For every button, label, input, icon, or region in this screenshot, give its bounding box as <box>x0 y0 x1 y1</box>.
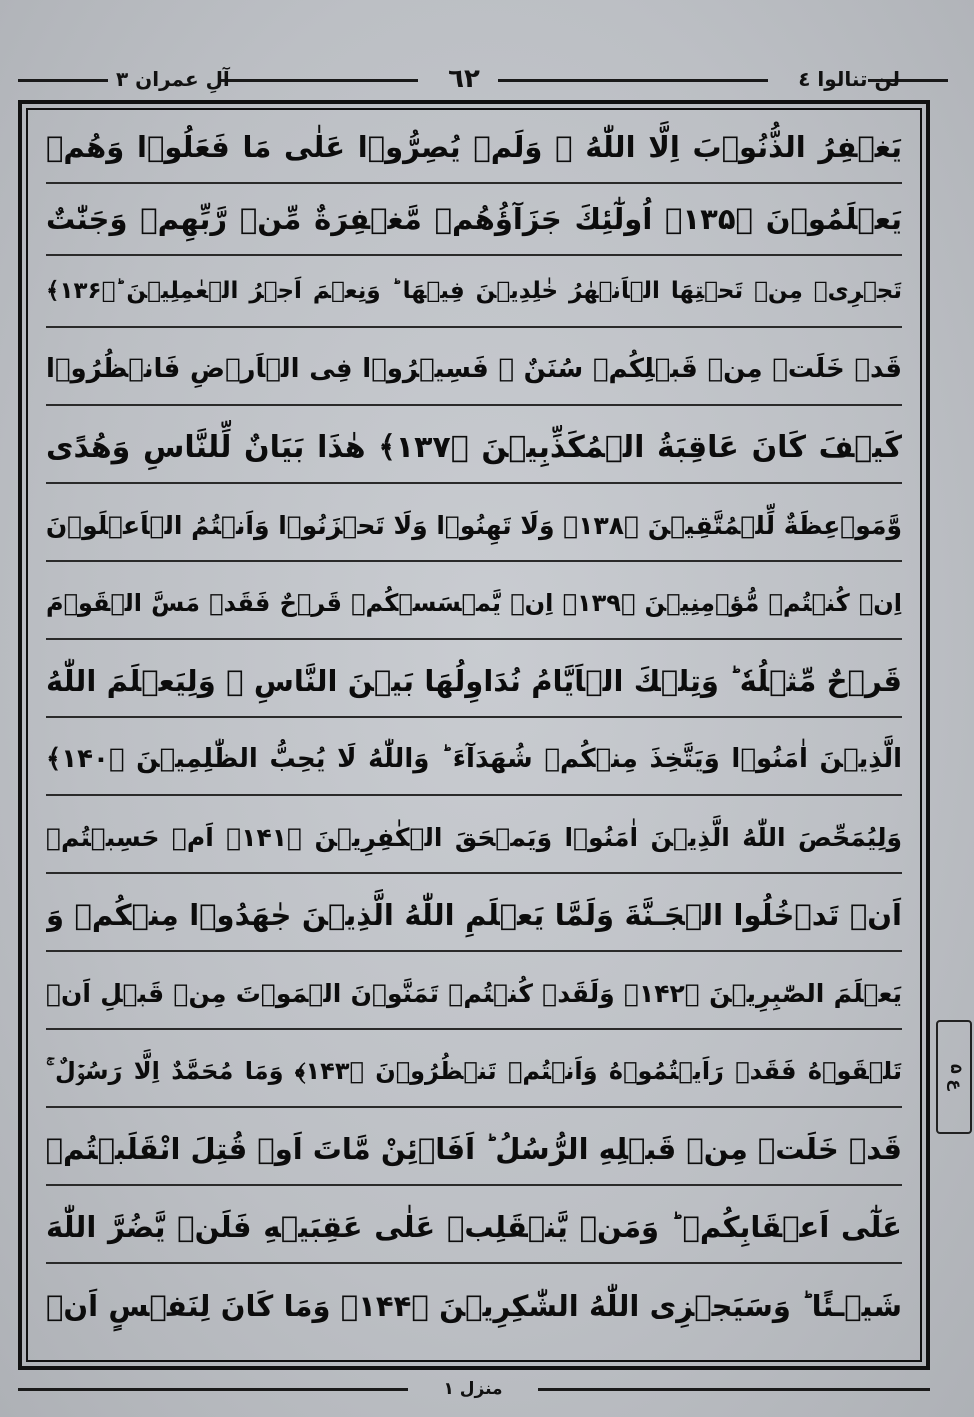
text-line: عَلٰٓى اَعۡقَابِكُمۡ ؕ وَمَنۡ يَّنۡقَلِبۡ عَلٰى عَقِبَيۡهِ فَلَنۡ يَّضُرَّ اللّٰهَ <box>46 1192 902 1264</box>
text-line: يَغۡفِرُ الذُّنُوۡبَ اِلَّا اللّٰهُ ۟ وَلَمۡ يُصِرُّوۡا عَلٰى مَا فَعَلُوۡا وَهُمۡ <box>46 112 902 184</box>
text-frame <box>18 100 930 1370</box>
page-number: ٦٢ <box>448 64 480 94</box>
text-line: شَيۡـئًا ؕ وَسَيَجۡزِى اللّٰهُ الشّٰكِرِيۡنَ ﴿۱۴۴﴾ وَمَا كَانَ لِنَفۡسٍ اَنۡ <box>46 1289 902 1323</box>
text-line: قَدۡ خَلَتۡ مِنۡ قَبۡلِهِ الرُّسُلُ ؕ اَفَا۟ئِنْ مَّاتَ اَوۡ قُتِلَ انْقَلَبۡتُمۡ <box>46 1114 902 1186</box>
text-line: وَلِيُمَحِّصَ اللّٰهُ الَّذِيۡنَ اٰمَنُوۡا وَيَمۡحَقَ الۡكٰفِرِيۡنَ ﴿۱۴۱﴾ اَمۡ حَسِبۡتُمۡ <box>46 802 902 874</box>
text-line: يَعۡلَمَ الصّٰبِرِيۡنَ ﴿۱۴۲﴾ وَلَقَدۡ كُنۡتُمۡ تَمَنَّوۡنَ الۡمَوۡتَ مِنۡ قَبۡلِ اَنۡ <box>46 958 902 1030</box>
ruku-marker: ع ۵ <box>936 1020 972 1134</box>
text-line: الَّذِيۡنَ اٰمَنُوۡا وَيَتَّخِذَ مِنۡكُمۡ شُهَدَآءَ ؕ وَاللّٰهُ لَا يُحِبُّ الظّٰلِمِيۡنَ ﴿۱۴۰﴾ <box>46 724 902 796</box>
header-rule-center-right <box>498 79 768 82</box>
manzil-label: منزل ١ <box>443 1379 503 1399</box>
text-line: وَّمَوۡعِظَةٌ لِّلۡمُتَّقِيۡنَ ﴿۱۳۸﴾ وَلَا تَهِنُوۡا وَلَا تَحۡزَنُوۡا وَاَنۡتُمُ الۡاَعۡلَوۡنَ <box>46 490 902 562</box>
text-line: تَجۡرِىۡ مِنۡ تَحۡتِهَا الۡاَنۡهٰرُ خٰلِدِيۡنَ فِيۡهَا ؕ وَنِعۡمَ اَجۡرُ الۡعٰمِلِيۡنَ ؕ﴿۱۳۶﴾ <box>46 256 902 328</box>
page-footer <box>18 1374 930 1404</box>
text-line: كَيۡفَ كَانَ عَاقِبَةُ الۡمُكَذِّبِيۡنَ ﴿۱۳۷﴾ هٰذَا بَيَانٌ لِّلنَّاسِ وَهُدًى <box>46 412 902 484</box>
text-line: قَرۡحٌ مِّثۡلُهٗ ؕ وَتِلۡكَ الۡاَيَّامُ نُدَاوِلُهَا بَيۡنَ النَّاسِ ۚ وَلِيَعۡلَمَ اللّٰهُ <box>46 646 902 718</box>
header-rule-center-left <box>218 79 418 82</box>
footer-rule-left <box>18 1388 408 1391</box>
text-line: يَعۡلَمُوۡنَ ﴿۱۳۵﴾ اُولٰٓئِكَ جَزَآؤُهُمۡ مَّغۡفِرَةٌ مِّنۡ رَّبِّهِمۡ وَجَنّٰتٌ <box>46 184 902 256</box>
footer-rule-right <box>538 1388 930 1391</box>
surah-name: آلِ عمران ٣ <box>116 67 230 91</box>
text-line: تَلۡقَوۡهُ فَقَدۡ رَاَيۡتُمُوۡهُ وَاَنۡتُمۡ تَنۡظُرُوۡنَ ﴿۱۴۳﴾ وَمَا مُحَمَّدٌ اِلَّا رَسُوۡلٌ ۚ <box>46 1036 902 1108</box>
page-header <box>18 62 948 96</box>
header-rule-left <box>18 79 108 82</box>
text-line: اَنۡ تَدۡخُلُوا الۡجَـنَّةَ وَلَمَّا يَعۡلَمِ اللّٰهُ الَّذِيۡنَ جٰهَدُوۡا مِنۡكُمۡ وَ <box>46 880 902 952</box>
juz-name: لن تنالوا ٤ <box>798 67 900 91</box>
text-line: قَدۡ خَلَتۡ مِنۡ قَبۡلِكُمۡ سُنَنٌ ۙ فَسِيۡرُوۡا فِى الۡاَرۡضِ فَانۡظُرُوۡا <box>46 334 902 406</box>
text-line: اِنۡ كُنۡتُمۡ مُّؤۡمِنِيۡنَ ﴿۱۳۹﴾ اِنۡ يَّمۡسَسۡكُمۡ قَرۡحٌ فَقَدۡ مَسَّ الۡقَوۡمَ <box>46 568 902 640</box>
